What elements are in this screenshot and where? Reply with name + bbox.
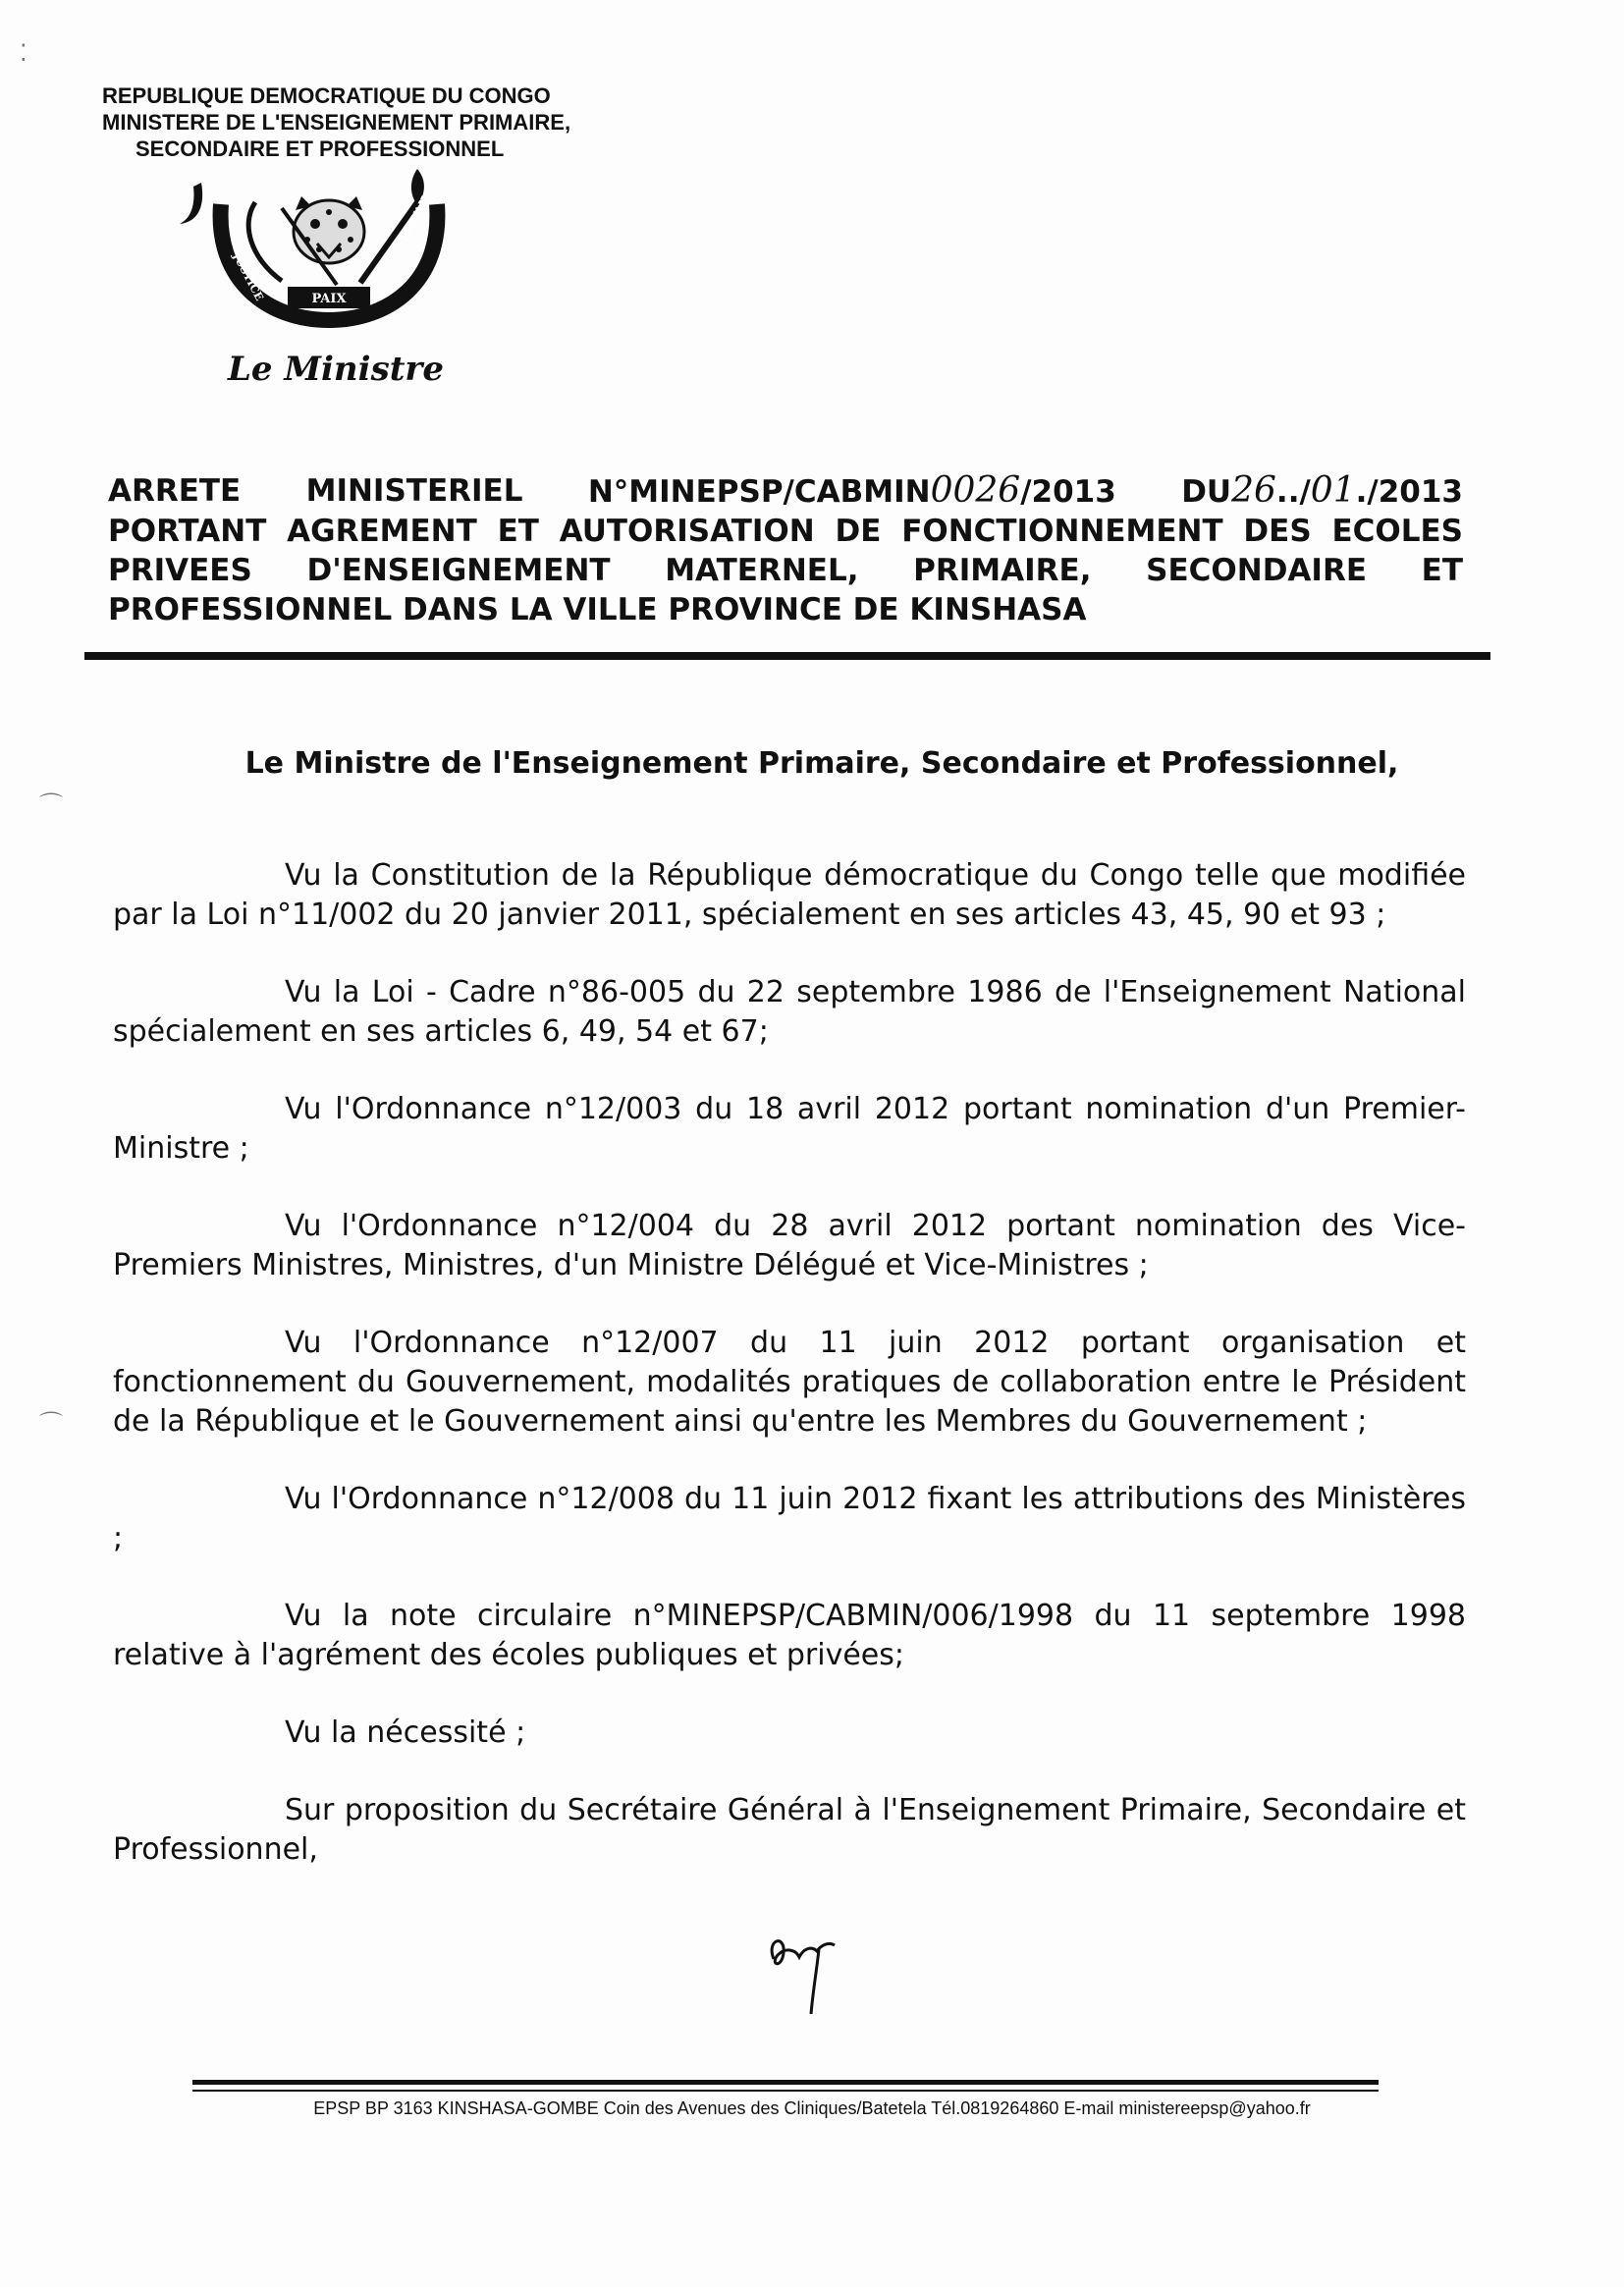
preamble-paragraph: Vu la Loi - Cadre n°86-005 du 22 septembre 1986 de l'Enseignement National spécialement en ses articles 6, 49, 54 et 67; bbox=[113, 975, 1466, 1049]
scan-artifact: ⌒ bbox=[39, 1410, 63, 1438]
decree-title-subject: PORTANT AGREMENT ET AUTORISATION DE FONCTIONNEMENT DES ECOLES PRIVEES D'ENSEIGNEMENT MATERNEL, PRIMAIRE, SECONDAIRE ET PROFESSIONNEL DANS LA VILLE PROVINCE DE KINSHASA bbox=[108, 514, 1463, 627]
title-divider bbox=[84, 652, 1490, 660]
decree-reference: N°MINEPSP/CABMIN0026/2013 bbox=[587, 470, 1116, 511]
preamble-paragraph: Sur proposition du Secrétaire Général à l'Enseignement Primaire, Secondaire et Professionnel, bbox=[113, 1793, 1466, 1867]
motto-justice: JUSTICE bbox=[230, 250, 266, 303]
motto-paix: PAIX bbox=[311, 292, 347, 306]
footer-divider-thin bbox=[192, 2090, 1379, 2092]
preamble-paragraph: Vu la nécessité ; bbox=[285, 1715, 526, 1750]
preamble-paragraph: Vu la note circulaire n°MINEPSP/CABMIN/006/1998 du 11 septembre 1998 relative à l'agrément des écoles publiques et privées; bbox=[113, 1599, 1466, 1672]
signatory-title: Le Ministre bbox=[228, 350, 444, 389]
preamble-paragraph: Vu l'Ordonnance n°12/007 du 11 juin 2012 portant organisation et fonctionnement du Gouvernement, modalités pratiques de collaboration entre le Président de la République et le Gouvernement ainsi qu'entre les Membres du Gouvernement ; bbox=[113, 1326, 1466, 1439]
letterhead-country: REPUBLIQUE DEMOCRATIQUE DU CONGO bbox=[102, 83, 551, 108]
letterhead-ministry-cont: SECONDAIRE ET PROFESSIONNEL bbox=[135, 136, 505, 161]
preamble bbox=[113, 856, 1466, 1908]
handwritten-date-month: 01 bbox=[1310, 470, 1356, 511]
coat-of-arms-emblem bbox=[172, 165, 466, 342]
footer-divider bbox=[192, 2080, 1379, 2085]
handwritten-ref-number: 0026 bbox=[930, 470, 1021, 511]
scan-artifact: ⁚ bbox=[20, 39, 27, 67]
decree-title-arrete: ARRETE bbox=[108, 473, 242, 509]
scan-artifact: ⌒ bbox=[39, 791, 63, 819]
preamble-paragraph: Vu l'Ordonnance n°12/008 du 11 juin 2012 fixant les attributions des Ministères ; bbox=[113, 1482, 1466, 1555]
letterhead bbox=[102, 82, 570, 162]
handwritten-initials bbox=[756, 1920, 854, 2018]
handwritten-date-day: 26 bbox=[1231, 470, 1276, 511]
preamble-paragraph: Vu l'Ordonnance n°12/003 du 18 avril 2012 portant nomination d'un Premier-Ministre ; bbox=[113, 1092, 1466, 1166]
decree-title bbox=[108, 471, 1463, 629]
enacting-authority: Le Ministre de l'Enseignement Primaire, Secondaire et Professionnel, bbox=[244, 746, 1399, 781]
decree-title-line1 bbox=[108, 471, 1463, 512]
preamble-paragraph: Vu l'Ordonnance n°12/004 du 28 avril 2012 portant nomination des Vice-Premiers Ministres, Ministres, d'un Ministre Délégué et Vice-Ministres ; bbox=[113, 1209, 1466, 1282]
decree-date: DU26../01./2013 bbox=[1181, 470, 1463, 511]
motto-travail: TRAVAIL bbox=[397, 191, 434, 245]
preamble-paragraph: Vu la Constitution de la République démocratique du Congo telle que modifiée par la Loi n°11/002 du 20 janvier 2011, spécialement en ses articles 43, 45, 90 et 93 ; bbox=[113, 858, 1466, 932]
decree-title-ministeriel: MINISTERIEL bbox=[305, 473, 523, 509]
leopard-head-icon bbox=[294, 196, 364, 263]
letterhead-ministry: MINISTERE DE L'ENSEIGNEMENT PRIMAIRE, bbox=[102, 110, 571, 135]
footer-address: EPSP BP 3163 KINSHASA-GOMBE Coin des Avenues des Cliniques/Batetela Tél.0819264860 E-mail ministereepsp@yahoo.fr bbox=[313, 2098, 1311, 2118]
